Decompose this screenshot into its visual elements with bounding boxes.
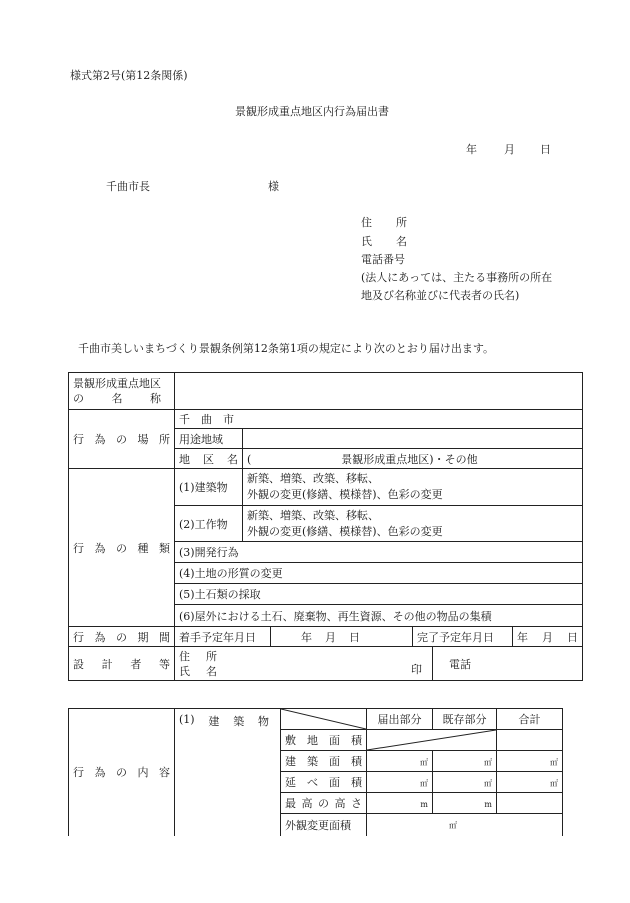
intro-text: 千曲市美しいまちづくり景観条例第12条第1項の規定により次のとおり届け出ます。 [78, 342, 495, 355]
site-area-diagonal [367, 730, 497, 751]
place-label: 行 為 の 場 所 [69, 410, 175, 469]
notification-table [68, 372, 583, 681]
col-existing: 既存部分 [433, 709, 497, 730]
content-building: (1) 建 築 物 [175, 709, 281, 836]
content-table [68, 708, 563, 836]
use-district-value[interactable] [243, 429, 583, 449]
applicant-note-2: 地及び名称並びに代表者の氏名) [361, 289, 520, 302]
date-year: 年 [466, 143, 477, 156]
col-total: 合計 [497, 709, 563, 730]
seal-mark: 印 [411, 663, 422, 676]
floor-area-notified[interactable]: ㎡ [367, 772, 433, 793]
type-earth-stone[interactable]: (5)土石類の採取 [175, 584, 583, 605]
use-district-label: 用途地域 [175, 429, 243, 449]
applicant-address-label: 住 所 [361, 216, 407, 229]
date-month: 月 [504, 143, 515, 156]
date-day: 日 [540, 143, 551, 156]
facade-area-label: 外観変更面積 [281, 814, 367, 836]
end-date-value[interactable]: 年 月 日 [513, 627, 583, 647]
type-building[interactable]: (1)建築物 [175, 469, 243, 506]
type-building-desc: 新築、増築、改築、移転、 外観の変更(修繕、模様替)、色彩の変更 [243, 469, 583, 506]
max-height-label: 最 高 の 高 さ [281, 793, 367, 814]
facade-area-value[interactable]: ㎡ [367, 814, 563, 836]
district-name-value[interactable] [175, 373, 583, 410]
type-structure-desc: 新築、増築、改築、移転、 外観の変更(修繕、模様替)、色彩の変更 [243, 506, 583, 542]
form-title: 景観形成重点地区内行為届出書 [235, 105, 389, 118]
applicant-note-1: (法人にあっては、主たる事務所の所在 [361, 271, 553, 284]
max-height-total[interactable] [497, 793, 563, 814]
district-label: 地 区 名 [175, 449, 243, 469]
content-label: 行 為 の 内 容 [69, 709, 175, 836]
floor-area-existing[interactable]: ㎡ [433, 772, 497, 793]
addressee-mayor: 千曲市長 [106, 180, 150, 193]
type-label: 行 為 の 種 類 [69, 469, 175, 627]
applicant-name-label: 氏 名 [361, 235, 407, 248]
floor-area-total[interactable]: ㎡ [497, 772, 563, 793]
applicant-phone-label: 電話番号 [361, 253, 405, 266]
type-land-form[interactable]: (4)土地の形質の変更 [175, 563, 583, 584]
designer-phone[interactable]: 電話 [433, 647, 583, 681]
type-development[interactable]: (3)開発行為 [175, 542, 583, 563]
type-outdoor[interactable]: (6)屋外における土石、廃棄物、再生資源、その他の物品の集積 [175, 605, 583, 627]
district-name-label: 景観形成重点地区 の 名 称 [69, 373, 175, 410]
form-number: 様式第2号(第12条関係) [70, 69, 188, 82]
max-height-notified[interactable]: m [367, 793, 433, 814]
addressee-honorific: 様 [268, 180, 279, 193]
building-area-total[interactable]: ㎡ [497, 751, 563, 772]
header-corner [281, 709, 367, 730]
col-notified: 届出部分 [367, 709, 433, 730]
district-value[interactable]: ( 景観形成重点地区)・その他 [243, 449, 583, 469]
place-city[interactable]: 千 曲 市 [175, 410, 583, 429]
designer-address-name[interactable]: 住 所 氏 名 印 [175, 647, 433, 681]
start-date-label: 着手予定年月日 [175, 627, 271, 647]
max-height-existing[interactable]: m [433, 793, 497, 814]
site-area-total[interactable] [497, 730, 563, 751]
type-structure[interactable]: (2)工作物 [175, 506, 243, 542]
start-date-value[interactable]: 年 月 日 [271, 627, 413, 647]
building-area-existing[interactable]: ㎡ [433, 751, 497, 772]
floor-area-label: 延 べ 面 積 [281, 772, 367, 793]
period-label: 行 為 の 期 間 [69, 627, 175, 647]
building-area-label: 建 築 面 積 [281, 751, 367, 772]
designer-label: 設 計 者 等 [69, 647, 175, 681]
end-date-label: 完了予定年月日 [413, 627, 513, 647]
building-area-notified[interactable]: ㎡ [367, 751, 433, 772]
site-area-label: 敷 地 面 積 [281, 730, 367, 751]
